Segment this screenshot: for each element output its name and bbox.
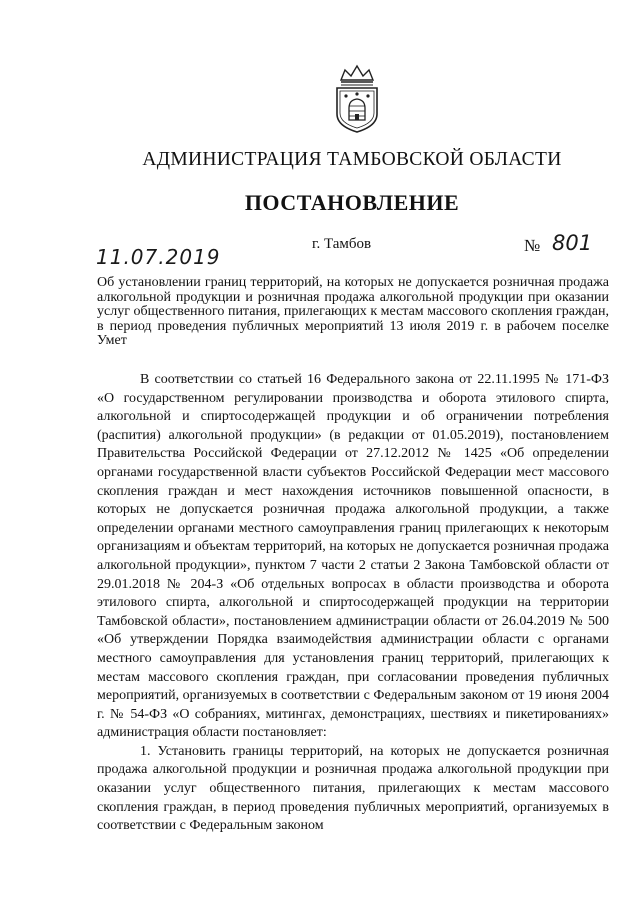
handwritten-date: 11.07.2019 [96,245,221,269]
organization-title: АДМИНИСТРАЦИЯ ТАМБОВСКОЙ ОБЛАСТИ [142,149,562,170]
body-paragraph-preamble: В соответствии со статьей 16 Федерального закона от 22.11.1995 № 171-ФЗ «О государственном регулировании производства и оборота этилового спирта, алкогольной и спиртосодержащей продукции и об ограничении потребления (распития) алкогольной продукции» (в редакции от 01.05.2019), постановлением Правительства Российской Федерации от 27.12.2012 № 1425 «Об определении органами государственной власти субъектов Российской Федерации мест массового скопления граждан и мест нахождения источников повышенной опасности, в которых не допускается розничная продажа алкогольной продукции, а также определении органами местного самоуправления границ прилегающих к некоторым организациям и объектам территорий, на которых не допускается розничная продажа алкогольной продукции», пунктом 7 части 2 статьи 2 Закона Тамбовской области от 29.01.2018 № 204-З «Об отдельных вопросах в области производства и оборота этилового спирта, алкогольной и спиртосодержащей продукции на территории Тамбовской области», постановлением администрации области от 26.04.2019 № 500 «Об утверждении Порядка взаимодействия администрации области с органами местного самоуправления для установления границ территорий, прилегающих к местам массового скопления граждан, при согласовании проведения публичных мероприятий, организуемых в соответствии с Федеральным законом от 19 июня 2004 г. № 54-ФЗ «О собраниях, митингах, демонстрациях, шествиях и пикетированиях» администрация области постановляет: [97,372,609,741]
number-label: № [524,236,541,255]
coat-of-arms-icon [331,62,383,134]
document-type: ПОСТАНОВЛЕНИЕ [244,190,460,215]
document-subject: Об установлении границ территорий, на которых не допускается розничная продажа алкогольной продукции и розничная продажа алкогольной продукции при оказании услуг общественного питания, прилегающих к местам массового скопления граждан, в период проведения публичных мероприятий 13 июля 2019 г. в рабочем поселке Умет [97,275,609,348]
handwritten-number: 801 [552,231,593,255]
document-body [97,371,609,836]
body-paragraph-item-1: 1. Установить границы территорий, на которых не допускается розничная продажа алкогольной продукции и розничная продажа алкогольной продукции при оказании услуг общественного питания, прилегающих к местам массового скопления граждан, в период проведения публичных мероприятий, организуемых в соответствии с Федеральным законом [97,743,609,834]
city: г. Тамбов [312,236,372,252]
